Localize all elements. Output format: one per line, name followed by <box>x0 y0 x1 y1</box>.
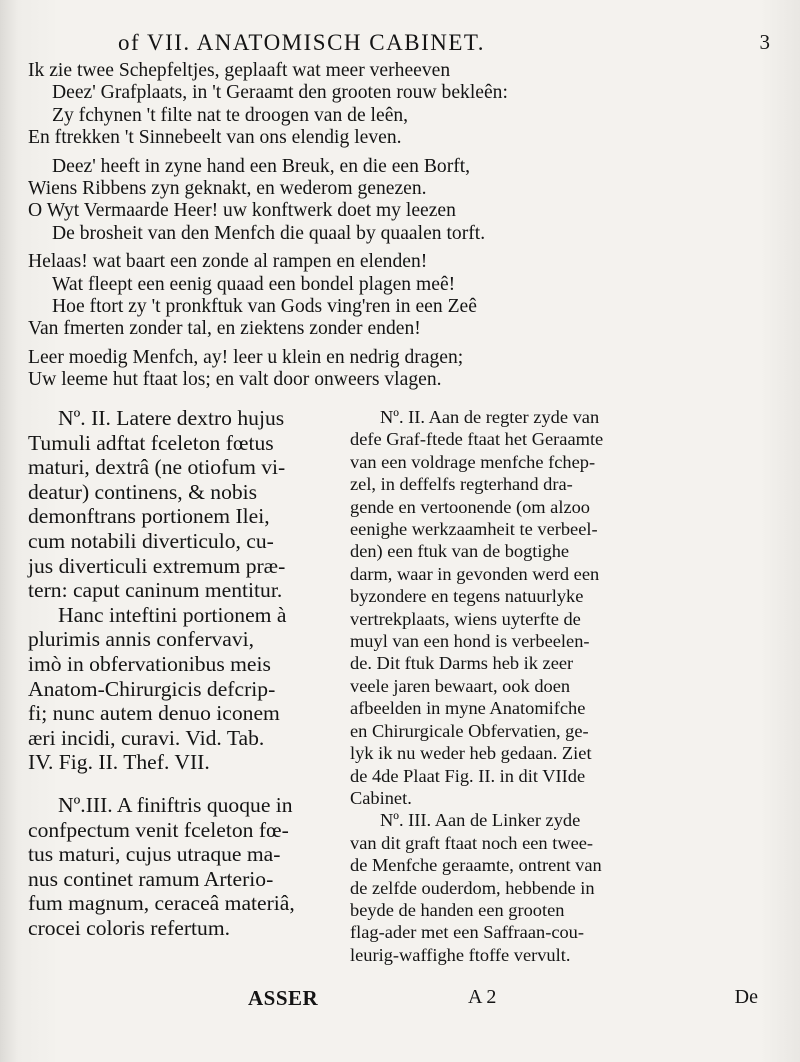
text-line: lyk ik nu weder heb gedaan. Ziet <box>350 743 592 764</box>
text-line: darm, waar in gevonden werd een <box>350 563 600 584</box>
text-line: de zelfde ouderdom, hebbende in <box>350 877 595 898</box>
text-line: eenighe werkzaamheit te verbeel- <box>350 519 598 540</box>
text-line: Nº. III. Aan de Linker zyde <box>380 810 581 831</box>
text-line: den) een ftuk van de bogtighe <box>350 541 570 562</box>
poem-line: O Wyt Vermaarde Heer! uw konftwerk doet my leezen <box>28 200 456 222</box>
poem-line: Wiens Ribbens zyn geknakt, en wederom genezen. <box>28 177 427 199</box>
text-line: Nº. II. Latere dextro hujus <box>58 406 285 430</box>
poem-line: Leer moedig Menfch, ay! leer u klein en nedrig dragen; <box>28 346 464 368</box>
text-line: demonftrans portionem Ilei, <box>28 504 270 529</box>
text-line: van dit graft ftaat noch een twee- <box>350 832 594 853</box>
page-header <box>30 30 770 60</box>
dutch-column <box>350 406 650 966</box>
poem-line: Zy fchynen 't filte nat te droogen van de leên, <box>52 104 409 126</box>
running-head: of VII. ANATOMISCH CABINET. <box>118 30 485 55</box>
poem-line: Deez' heeft in zyne hand een Breuk, en die een Borft, <box>52 155 471 177</box>
latin-paragraph-2b <box>28 603 348 775</box>
text-line: de Menfche geraamte, ontrent van <box>350 855 602 876</box>
catchword-left: ASSER <box>248 986 319 1010</box>
text-line: tern: caput caninum mentitur. <box>28 578 283 603</box>
text-line: van een voldrage menfche fchep- <box>350 451 596 472</box>
text-line: cum notabili diverticulo, cu- <box>28 528 274 553</box>
poem-line: En ftrekken 't Sinnebeelt van ons elendig leven. <box>28 127 402 149</box>
text-line: maturi, dextrâ (ne otiofum vi- <box>28 455 286 480</box>
paragraph-gap <box>28 775 348 793</box>
text-line: afbeelden in myne Anatomifche <box>350 698 586 719</box>
catchword-right: De <box>734 986 758 1008</box>
text-line: zel, in deffelfs regterhand dra- <box>350 474 573 495</box>
poem-line: Deez' Grafplaats, in 't Geraamt den grooten rouw bekleên: <box>52 82 508 104</box>
text-line: IV. Fig. II. Thef. VII. <box>28 750 210 775</box>
poem-line: Wat fleept een eenig quaad een bondel plagen meê! <box>52 273 456 295</box>
text-line: veele jaren bewaart, ook doen <box>350 675 571 696</box>
text-line: fi; nunc autem denuo iconem <box>28 701 280 726</box>
text-line: leurig-waffighe ftoffe vervult. <box>350 944 571 965</box>
text-line: Nº.III. A finiftris quoque in <box>58 792 293 817</box>
text-line: en Chirurgicale Obfervatien, ge- <box>350 720 589 741</box>
text-line: gende en vertoonende (om alzoo <box>350 496 591 517</box>
poem-line: Ik zie twee Schepfeltjes, geplaaft wat meer verheeven <box>28 60 451 81</box>
text-line: flag-ader met een Saffraan-cou- <box>350 922 585 943</box>
text-line: crocei coloris refertum. <box>28 915 231 940</box>
text-line: tus maturi, cujus utraque ma- <box>28 842 281 867</box>
page-footer <box>28 986 770 1012</box>
poem-line: Hoe ftort zy 't pronkftuk van Gods ving'ren in een Zeê <box>52 295 477 317</box>
text-line: de 4de Plaat Fig. II. in dit VIIde <box>350 765 586 786</box>
text-line: Hanc inteftini portionem à <box>58 602 287 627</box>
text-line: deatur) continens, & nobis <box>28 479 258 504</box>
text-line: confpectum venit fceleton fœ- <box>28 817 289 842</box>
dutch-paragraph-3 <box>350 809 650 966</box>
text-line: beyde de handen een grooten <box>350 899 565 920</box>
text-line: byzondere en tegens natuurlyke <box>350 586 584 607</box>
text-line: Nº. II. Aan de regter zyde van <box>380 407 600 427</box>
text-line: imò in obfervationibus meis <box>28 651 271 676</box>
poem-line: Van fmerten zonder tal, en ziektens zonder enden! <box>28 318 421 340</box>
text-line: Tumuli adftat fceleton fœtus <box>28 430 274 455</box>
text-line: fum magnum, ceraceâ materiâ, <box>28 891 295 916</box>
text-line: de. Dit ftuk Darms heb ik zeer <box>350 653 574 674</box>
poem-line: Helaas! wat baart een zonde al rampen en elenden! <box>28 251 428 273</box>
poem <box>28 60 768 391</box>
text-line: Anatom-Chirurgicis defcrip- <box>28 676 276 701</box>
text-line: Cabinet. <box>350 787 412 808</box>
text-line: nus continet ramum Arterio- <box>28 866 274 891</box>
text-line: muyl van een hond is verbeelen- <box>350 631 590 652</box>
text-line: jus diverticuli extremum præ- <box>28 553 286 578</box>
latin-column <box>28 406 348 940</box>
text-line: æri incidi, curavi. Vid. Tab. <box>28 725 265 750</box>
signature-mark: A 2 <box>468 986 497 1008</box>
poem-line: Uw leeme hut ftaat los; en valt door onweers vlagen. <box>28 369 442 391</box>
text-line: plurimis annis confervavi, <box>28 627 255 652</box>
dutch-paragraph-2 <box>350 406 650 809</box>
poem-line: De brosheit van den Menfch die quaal by quaalen torft. <box>52 222 486 244</box>
latin-paragraph-2 <box>28 406 348 603</box>
latin-paragraph-3 <box>28 793 348 941</box>
text-line: defe Graf-ftede ftaat het Geraamte <box>350 429 604 450</box>
page-number: 3 <box>759 30 770 54</box>
text-line: vertrekplaats, wiens uyterfte de <box>350 608 581 629</box>
